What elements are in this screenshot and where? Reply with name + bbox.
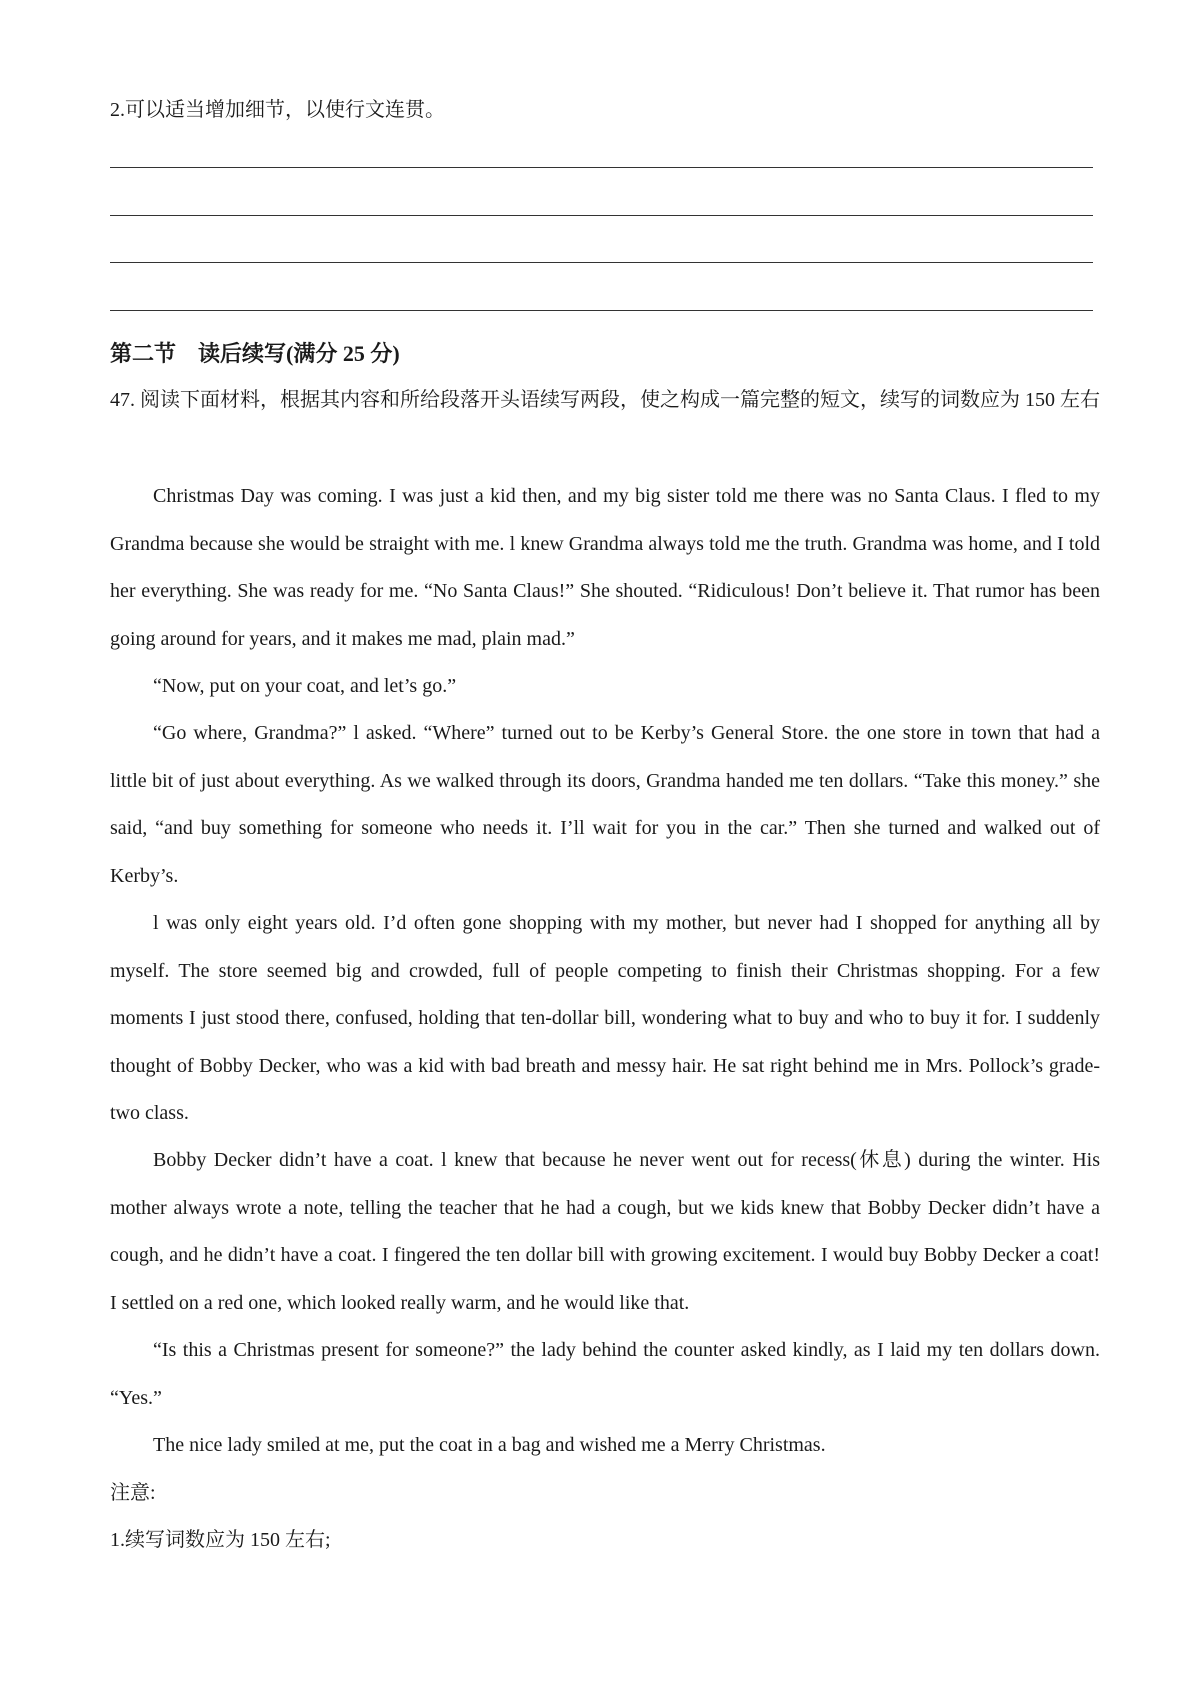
note-item: 1.续写词数应为 150 左右; xyxy=(110,1529,331,1551)
story-paragraph: “Go where, Grandma?” l asked. “Where” turned out to be Kerby’s General Store. the one store in town that had a little bit of just about everything. As we walked through its doors, Grandma handed me ten dollars. “Take this money.” she said, “and buy something for someone who needs it. I’ll wait for you in the car.” Then she turned and walked out of Kerby’s. xyxy=(110,722,1100,887)
story-paragraph: The nice lady smiled at me, put the coat in a bag and wished me a Merry Christmas. xyxy=(153,1434,826,1456)
story-paragraph: l was only eight years old. I’d often gone shopping with my mother, but never had I shopped for anything all by myself. The store seemed big and crowded, full of people competing to finish their Christmas shopping. For a few moments I just stood there, confused, holding that ten-dollar bill, wondering what to buy and who to buy it for. I suddenly thought of Bobby Decker, who was a kid with bad breath and messy hair. He sat right behind me in Mrs. Pollock’s grade-two class. xyxy=(110,912,1100,1124)
question-prompt: 47. 阅读下面材料，根据其内容和所给段落开头语续写两段，使之构成一篇完整的短文，续写的词数应为 150 左右 xyxy=(110,389,1100,411)
story-paragraph: “Now, put on your coat, and let’s go.” xyxy=(153,675,457,697)
top-instruction: 2.可以适当增加细节，以使行文连贯。 xyxy=(110,99,445,121)
answer-blank-line[interactable] xyxy=(110,262,1093,263)
answer-blank-line[interactable] xyxy=(110,215,1093,216)
story-paragraph: Bobby Decker didn’t have a coat. l knew that because he never went out for recess(休息) during the winter. His mother always wrote a note, telling the teacher that he had a cough, but we kids knew that Bobby Decker didn’t have a cough, and he didn’t have a coat. I fingered the ten dollar bill with growing excitement. I would buy Bobby Decker a coat! I settled on a red one, which looked really warm, and he would like that. xyxy=(110,1149,1100,1314)
section-heading: 第二节 读后续写(满分 25 分) xyxy=(110,341,400,366)
story-paragraph: Christmas Day was coming. I was just a kid then, and my big sister told me there was no Santa Claus. I fled to my Grandma because she would be straight with me. l knew Grandma always told me the truth. Grandma was home, and I told her everything. She was ready for me. “No Santa Claus!” She shouted. “Ridiculous! Don’t believe it. That rumor has been going around for years, and it makes me mad, plain mad.” xyxy=(110,485,1100,650)
story-paragraph: “Is this a Christmas present for someone?” the lady behind the counter asked kindly, as I laid my ten dollars down. “Yes.” xyxy=(110,1339,1100,1409)
answer-blank-line[interactable] xyxy=(110,310,1093,311)
answer-blank-line[interactable] xyxy=(110,167,1093,168)
note-label: 注意: xyxy=(110,1482,156,1504)
